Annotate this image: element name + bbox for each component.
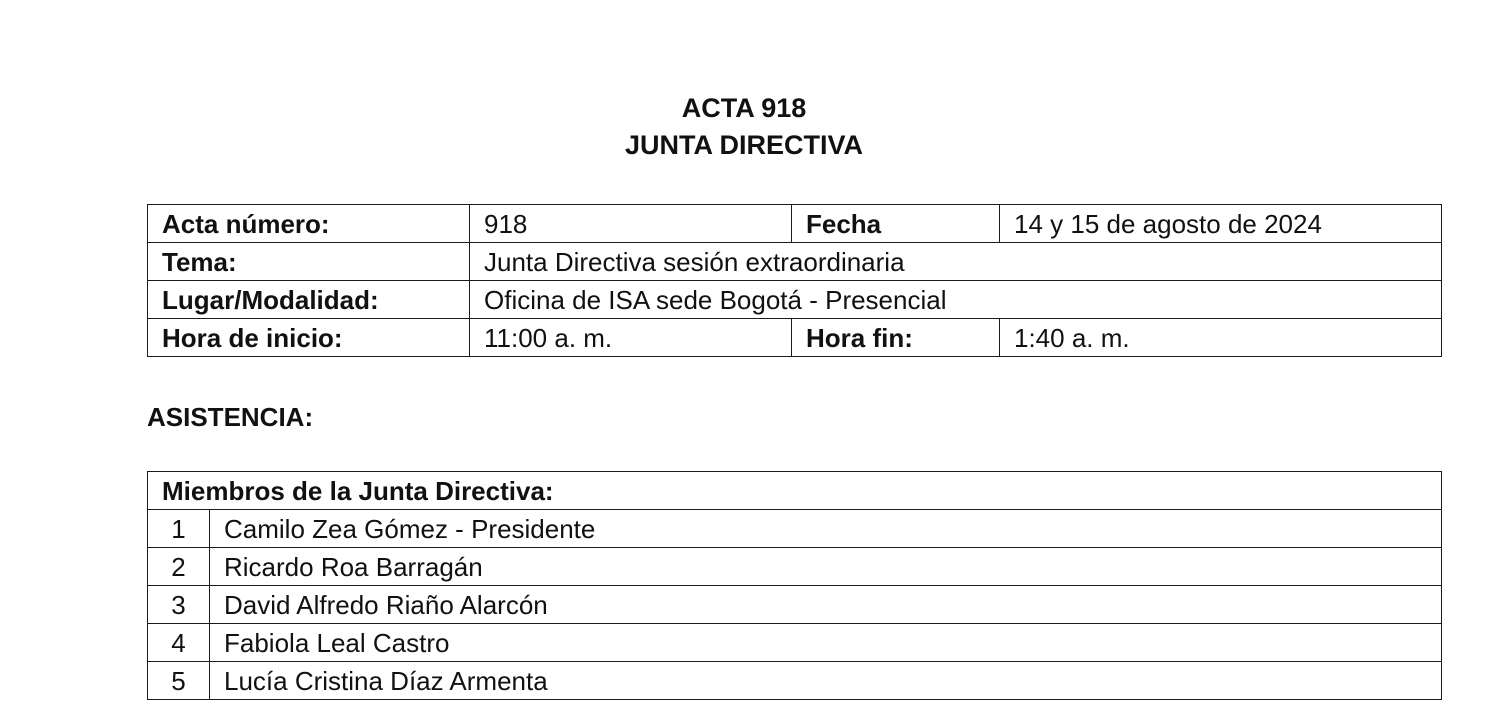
meta-table xyxy=(147,204,1442,357)
document-title: ACTA 918 xyxy=(681,93,807,123)
member-name: David Alfredo Riaño Alarcón xyxy=(210,586,1442,624)
meta-row-acta xyxy=(148,205,1442,243)
member-number: 2 xyxy=(148,548,210,586)
table-row xyxy=(148,510,1442,548)
acta-number-value: 918 xyxy=(470,205,792,243)
lugar-value: Oficina de ISA sede Bogotá - Presencial xyxy=(470,281,1442,319)
acta-number-label: Acta número: xyxy=(148,205,470,243)
lugar-label: Lugar/Modalidad: xyxy=(148,281,470,319)
member-number: 5 xyxy=(148,662,210,700)
member-number: 3 xyxy=(148,586,210,624)
member-number: 1 xyxy=(148,510,210,548)
meta-row-tema xyxy=(148,243,1442,281)
fecha-value: 14 y 15 de agosto de 2024 xyxy=(1000,205,1442,243)
member-name: Camilo Zea Gómez - Presidente xyxy=(210,510,1442,548)
hora-fin-label: Hora fin: xyxy=(792,319,1000,357)
tema-value: Junta Directiva sesión extraordinaria xyxy=(470,243,1442,281)
member-name: Fabiola Leal Castro xyxy=(210,624,1442,662)
members-header-row xyxy=(148,472,1442,510)
meta-row-lugar xyxy=(148,281,1442,319)
document-subtitle: JUNTA DIRECTIVA xyxy=(624,130,863,160)
tema-label: Tema: xyxy=(148,243,470,281)
table-row xyxy=(148,624,1442,662)
member-number: 4 xyxy=(148,624,210,662)
member-name: Lucía Cristina Díaz Armenta xyxy=(210,662,1442,700)
members-table xyxy=(147,471,1442,700)
asistencia-heading: ASISTENCIA: xyxy=(147,402,314,432)
hora-inicio-label: Hora de inicio: xyxy=(148,319,470,357)
meta-row-hora xyxy=(148,319,1442,357)
fecha-label: Fecha xyxy=(792,205,1000,243)
table-row xyxy=(148,662,1442,700)
members-header: Miembros de la Junta Directiva: xyxy=(148,472,1442,510)
table-row xyxy=(148,548,1442,586)
member-name: Ricardo Roa Barragán xyxy=(210,548,1442,586)
hora-inicio-value: 11:00 a. m. xyxy=(470,319,792,357)
hora-fin-value: 1:40 a. m. xyxy=(1000,319,1442,357)
table-row xyxy=(148,586,1442,624)
